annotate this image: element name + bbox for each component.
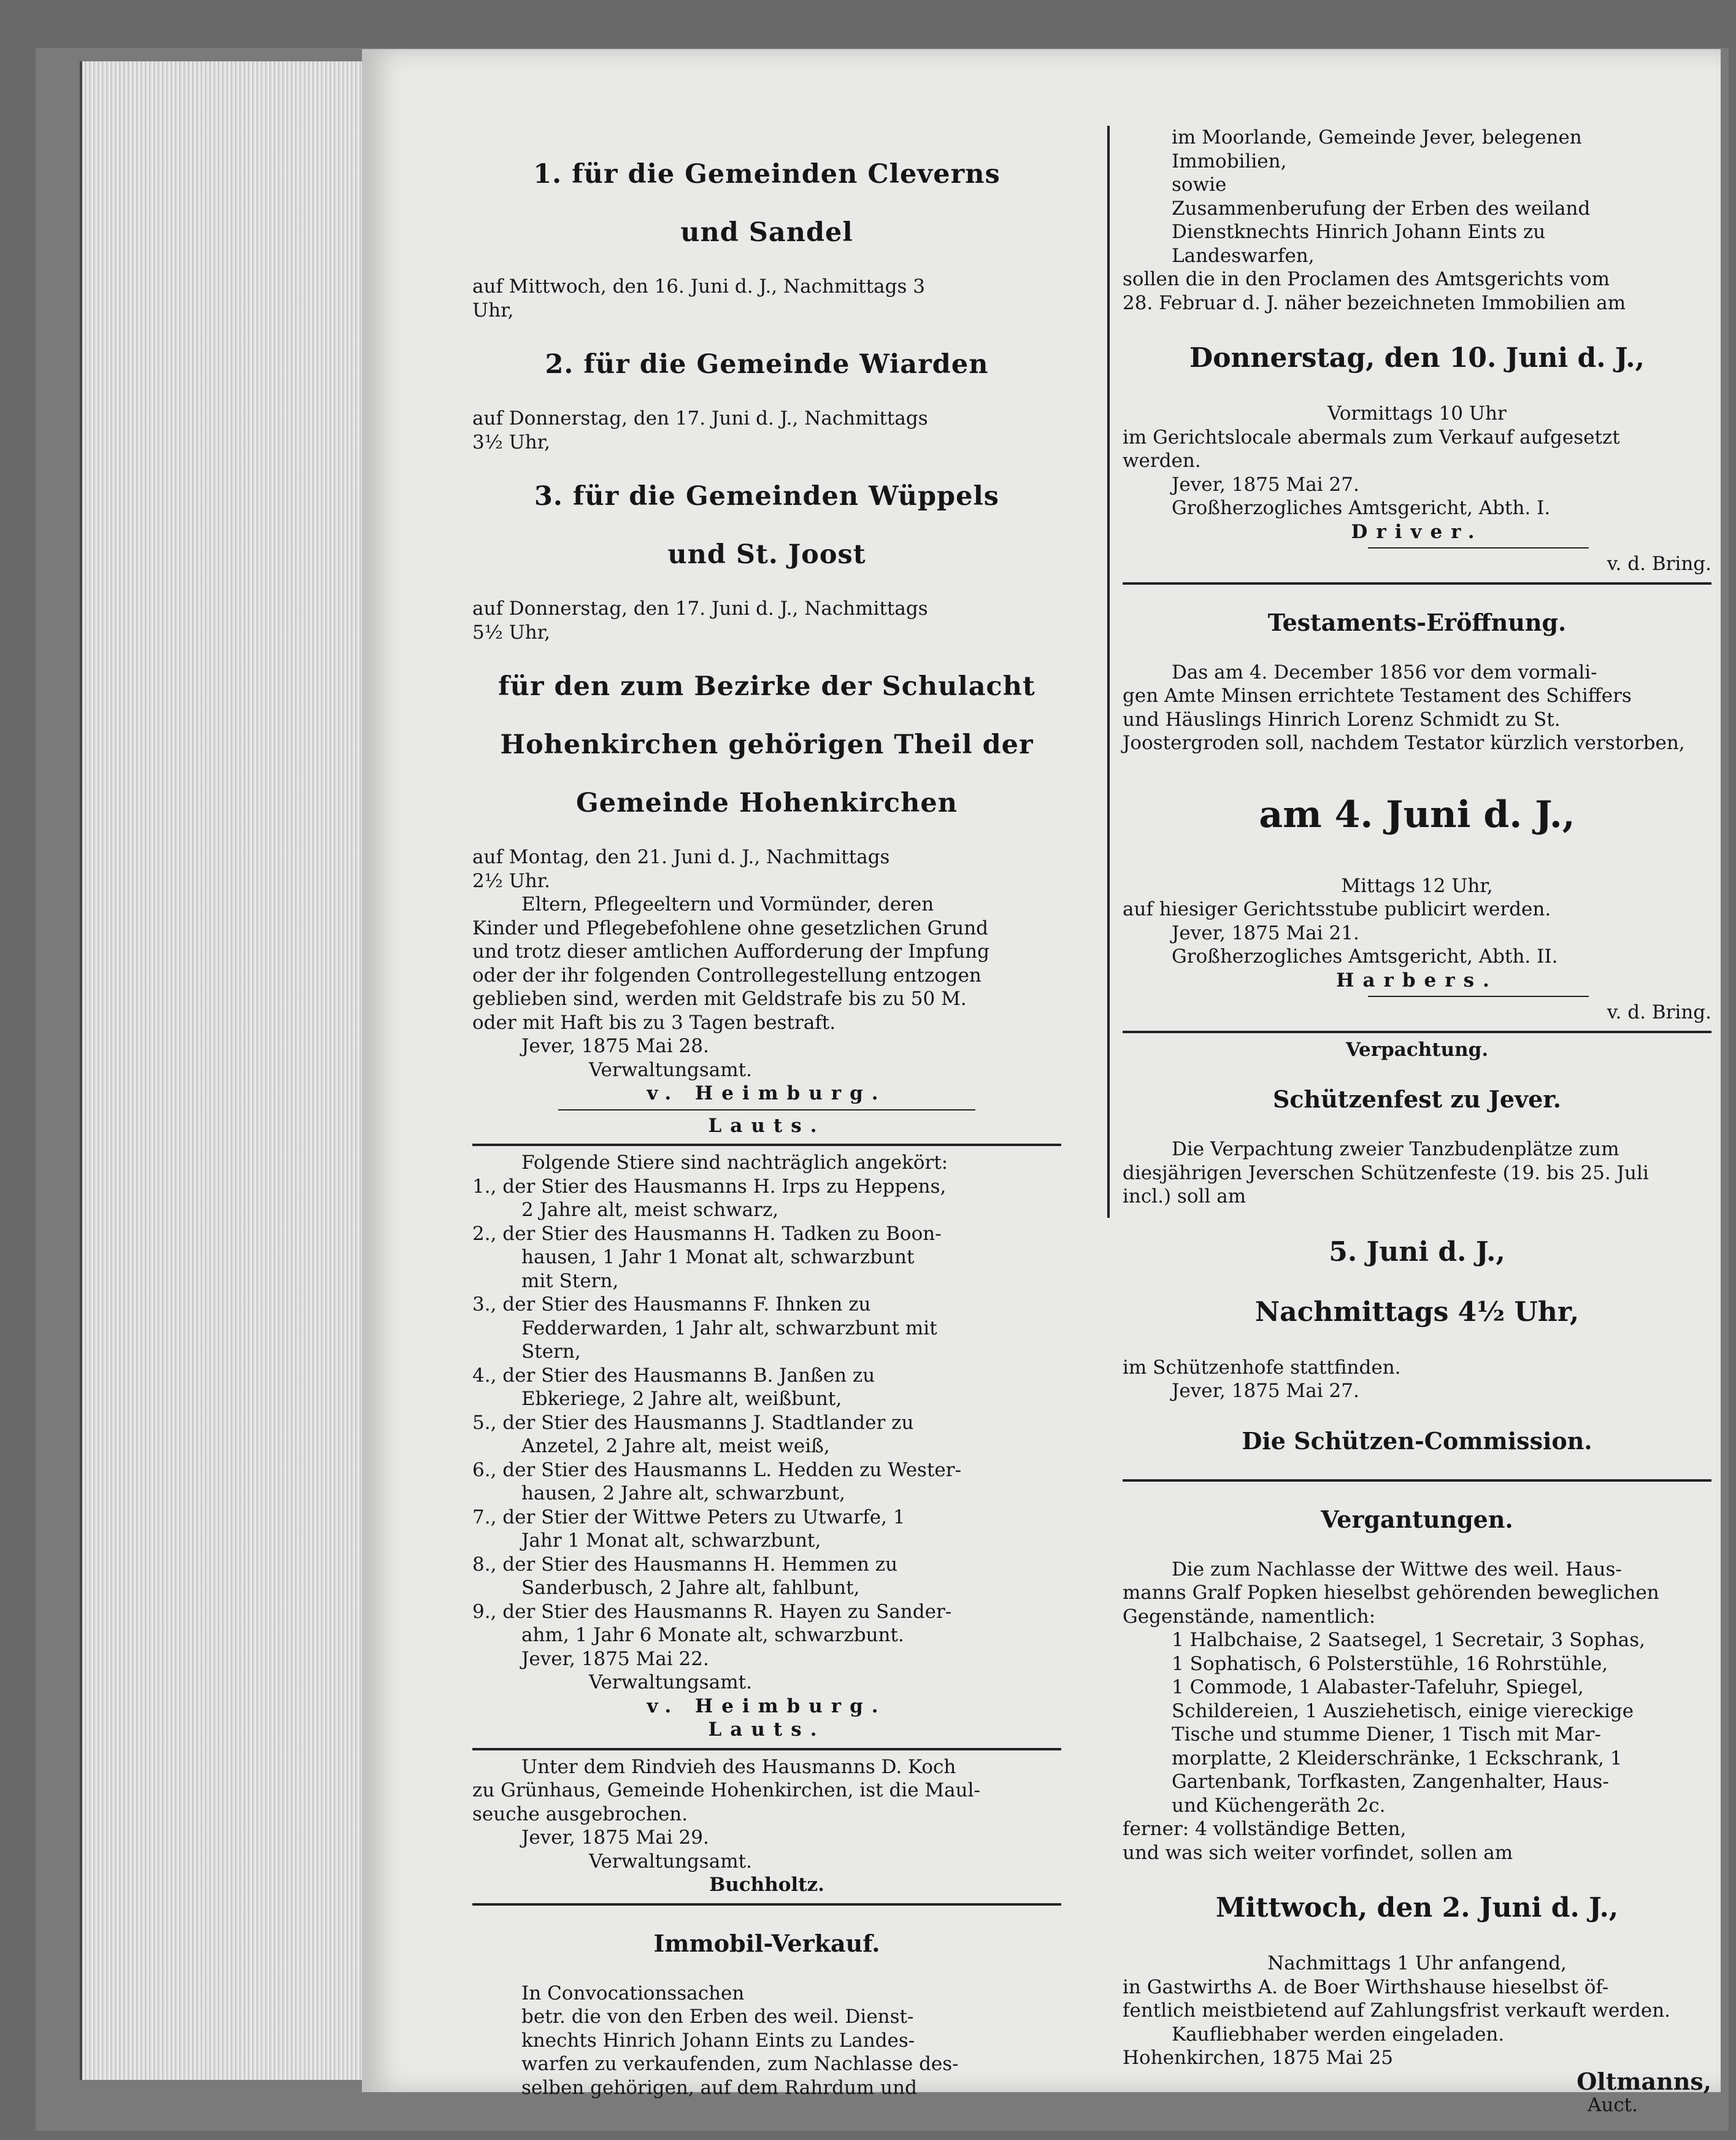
verpachtung-date: 5. Juni d. J., <box>1329 1236 1505 1268</box>
separator <box>558 1109 975 1110</box>
immobil-text: Landeswarfen, <box>1172 244 1315 267</box>
verpachtung-time: Nachmittags 4½ Uhr, <box>1254 1296 1580 1328</box>
vergantungen-item: 1 Sophatisch, 6 Polsterstühle, 16 Rohrstühle, <box>1172 1652 1608 1675</box>
bull-item: hausen, 2 Jahre alt, schwarzbunt, <box>521 1482 845 1504</box>
bull-item: Anzetel, 2 Jahre alt, meist weiß, <box>521 1435 830 1457</box>
immobil-clerk: v. d. Bring. <box>1607 553 1711 575</box>
verpachtung-place: Jever, 1875 Mai 27. <box>1172 1380 1359 1402</box>
vergantungen-text: Gegenstände, namentlich: <box>1123 1605 1376 1628</box>
immobil-heading: Immobil-Verkauf. <box>653 1929 880 1957</box>
vergantungen-text: Die zum Nachlasse der Wittwe des weil. Haus- <box>1172 1558 1622 1580</box>
testament-text: auf hiesiger Gerichtsstube publicirt werden. <box>1123 898 1551 920</box>
vergantungen-item: Gartenbank, Torfkasten, Zangenhalter, Haus- <box>1172 1771 1609 1793</box>
section-text: auf Donnerstag, den 17. Juni d. J., Nachmittags <box>472 407 928 429</box>
rule <box>472 1903 1061 1906</box>
vergantungen-text: und was sich weiter vorfindet, sollen am <box>1123 1841 1513 1864</box>
section-text: 2½ Uhr. <box>472 869 550 892</box>
immobil-text: Zusammenberufung der Erben des weiland <box>1172 197 1591 220</box>
bull-item: ahm, 1 Jahr 6 Monate alt, schwarzbunt. <box>521 1624 904 1646</box>
newspaper-page <box>362 49 1721 2116</box>
verpachtung-heading: Schützenfest zu Jever. <box>1272 1085 1562 1113</box>
vergantungen-item: 1 Commode, 1 Alabaster-Tafeluhr, Spiegel, <box>1172 1676 1584 1698</box>
immobil-text: warfen zu verkaufenden, zum Nachlasse des- <box>521 2053 959 2075</box>
section-title: für den zum Bezirke der Schulacht <box>498 671 1035 702</box>
vergantungen-item: und Küchengeräth 2c. <box>1172 1794 1386 1817</box>
vergantungen-notice <box>1123 1505 1711 2117</box>
testament-court: Großherzogliches Amtsgericht, Abth. II. <box>1172 945 1558 968</box>
vergantungen-text: ferner: 4 vollständige Betten, <box>1123 1818 1407 1840</box>
vergantungen-item: Schildereien, 1 Ausziehetisch, einige viereckige <box>1172 1699 1634 1722</box>
immobil-text: Vormittags 10 Uhr <box>1327 402 1507 425</box>
verpachtung-where: im Schützenhofe stattfinden. <box>1123 1356 1401 1379</box>
bull-item: Stern, <box>521 1341 581 1363</box>
vergantungen-text: Kaufliebhaber werden eingeladen. <box>1172 2023 1505 2046</box>
rule <box>1123 1479 1711 1482</box>
immobil-text: 28. Februar d. J. näher bezeichneten Immobilien am <box>1123 291 1626 314</box>
vergantungen-item: 1 Halbchaise, 2 Saatsegel, 1 Secretair, 3 Sophas, <box>1172 1629 1646 1651</box>
section-text: auf Donnerstag, den 17. Juni d. J., Nachmittags <box>472 598 928 620</box>
section-title: Hohenkirchen gehörigen Theil der <box>500 729 1034 760</box>
vergantungen-item: Tische und stumme Diener, 1 Tisch mit Mar- <box>1172 1723 1601 1745</box>
lauts-disease <box>472 1718 1061 1897</box>
notice-line: oder der ihr folgenden Controllegestellung entzogen <box>472 964 981 987</box>
verpachtung-signature: Die Schützen-Commission. <box>1242 1426 1592 1455</box>
lauts-text: Unter dem Rindvieh des Hausmanns D. Koch <box>521 1755 956 1778</box>
page-edges <box>80 61 371 2080</box>
section-text: auf Montag, den 21. Juni d. J., Nachmittags <box>472 846 890 868</box>
immobil-date: Donnerstag, den 10. Juni d. J., <box>1189 342 1645 374</box>
vergantungen-text: fentlich meistbietend auf Zahlungsfrist verkauft werden. <box>1123 2000 1671 2022</box>
verpachtung-subheading: Verpachtung. <box>1345 1038 1489 1061</box>
notice-line: oder mit Haft bis zu 3 Tagen bestraft. <box>472 1011 836 1034</box>
immobil-text: im Gerichtslocale abermals zum Verkauf aufgesetzt <box>1123 426 1620 448</box>
bull-item: Jahr 1 Monat alt, schwarzbunt, <box>521 1530 821 1552</box>
immobil-text: knechts Hinrich Johann Eints zu Landes- <box>521 2029 915 2052</box>
verpachtung-text: Die Verpachtung zweier Tanzbudenplätze zum <box>1172 1138 1619 1160</box>
column-divider <box>1107 126 1110 1218</box>
lauts-intro: Folgende Stiere sind nachträglich angekört: <box>521 1152 948 1174</box>
section-text: 3½ Uhr, <box>472 431 550 453</box>
section-text: 5½ Uhr, <box>472 621 550 644</box>
notice-line: Kinder und Pflegebefohlene ohne gesetzlichen Grund <box>472 917 989 939</box>
separator <box>1368 547 1589 548</box>
rule <box>1123 1031 1711 1033</box>
testament-clerk: v. d. Bring. <box>1607 1001 1711 1023</box>
testament-text: Das am 4. December 1856 vor dem vormali- <box>1172 661 1597 683</box>
section-hohenkirchen <box>472 671 1061 893</box>
immobil-text: betr. die von den Erben des weil. Dienst- <box>521 2006 914 2028</box>
section-title: 2. für die Gemeinde Wiarden <box>545 349 989 380</box>
lauts-date: Jever, 1875 Mai 29. <box>521 1826 709 1849</box>
lauts-signature: Buchholtz. <box>709 1874 824 1896</box>
lauts-heading: Lauts. <box>708 1114 826 1137</box>
bull-item: 5., der Stier des Hausmanns J. Stadtlander zu <box>472 1411 914 1434</box>
bull-item: Ebkeriege, 2 Jahre alt, weißbunt, <box>521 1388 842 1410</box>
lauts-heading: Lauts. <box>708 1719 826 1741</box>
section-wiarden <box>472 348 1061 454</box>
immobil-verkauf <box>472 1929 1061 2100</box>
left-column <box>472 132 1061 2100</box>
bull-item: 1., der Stier des Hausmanns H. Irps zu Heppens, <box>472 1175 947 1198</box>
section-title: 1. für die Gemeinden Cleverns <box>533 159 1001 190</box>
vaccination-notice <box>472 893 1061 1106</box>
testament-text: Mittags 12 Uhr, <box>1341 874 1493 897</box>
section-title: und St. Joost <box>667 539 866 570</box>
section-title: Gemeinde Hohenkirchen <box>576 788 958 818</box>
immobil-text: In Convocationssachen <box>521 1982 745 2004</box>
notice-date: Jever, 1875 Mai 28. <box>521 1035 709 1057</box>
notice-signature: v. Heimburg. <box>647 1082 887 1104</box>
immobil-continued <box>1123 126 1711 576</box>
testament-signature: Harbers. <box>1336 969 1498 991</box>
bull-item: 8., der Stier des Hausmanns H. Hemmen zu <box>472 1553 898 1576</box>
immobil-text: im Moorlande, Gemeinde Jever, belegenen <box>1172 126 1582 148</box>
bull-item: 2., der Stier des Hausmanns H. Tadken zu Boon- <box>472 1222 942 1245</box>
section-cleverns <box>472 158 1061 322</box>
lauts-office: Verwaltungsamt. <box>589 1850 752 1872</box>
lauts-bulls <box>472 1114 1061 1719</box>
section-title: und Sandel <box>680 217 853 248</box>
notice-line: und trotz dieser amtlichen Aufforderung der Impfung <box>472 941 989 963</box>
bull-item: Sanderbusch, 2 Jahre alt, fahlbunt, <box>521 1577 860 1599</box>
vergantungen-date: Mittwoch, den 2. Juni d. J., <box>1215 1892 1619 1923</box>
immobil-text: Immobilien, <box>1172 150 1287 172</box>
bull-item: hausen, 1 Jahr 1 Monat alt, schwarzbunt <box>521 1246 915 1268</box>
section-wueppels <box>472 480 1061 644</box>
vergantungen-text: Nachmittags 1 Uhr anfangend, <box>1267 1952 1567 1974</box>
testament-notice <box>1123 608 1711 1025</box>
immobil-court: Großherzogliches Amtsgericht, Abth. I. <box>1172 497 1551 519</box>
testament-text: und Häuslings Hinrich Lorenz Schmidt zu St. <box>1123 708 1561 731</box>
vergantungen-heading: Vergantungen. <box>1321 1505 1513 1533</box>
lauts-text: seuche ausgebrochen. <box>472 1803 688 1825</box>
testament-date: am 4. Juni d. J., <box>1259 793 1575 836</box>
section-text: Uhr, <box>472 299 514 321</box>
vergantungen-text: manns Gralf Popken hieselbst gehörenden beweglichen <box>1123 1582 1659 1604</box>
separator <box>1368 996 1589 997</box>
rule <box>472 1144 1061 1146</box>
immobil-signature: Driver. <box>1351 520 1483 543</box>
lauts-date: Jever, 1875 Mai 22. <box>521 1647 709 1670</box>
immobil-text: selben gehörigen, auf dem Rahrdum und <box>521 2076 917 2099</box>
bull-item: 2 Jahre alt, meist schwarz, <box>521 1199 779 1221</box>
bull-item: Fedderwarden, 1 Jahr alt, schwarzbunt mit <box>521 1317 937 1339</box>
lauts-office: Verwaltungsamt. <box>589 1671 752 1693</box>
bull-item: 4., der Stier des Hausmanns B. Janßen zu <box>472 1364 875 1387</box>
section-title: 3. für die Gemeinden Wüppels <box>534 481 999 512</box>
bull-item: 7., der Stier der Wittwe Peters zu Utwarfe, 1 <box>472 1506 905 1528</box>
immobil-place: Jever, 1875 Mai 27. <box>1172 473 1359 496</box>
rule <box>1123 582 1711 585</box>
right-column <box>1123 126 1711 2117</box>
testament-text: gen Amte Minsen errichtete Testament des Schiffers <box>1123 685 1632 707</box>
immobil-text: werden. <box>1123 450 1201 472</box>
vergantungen-title: Auct. <box>1587 2094 1638 2116</box>
immobil-text: Dienstknechts Hinrich Johann Eints zu <box>1172 221 1546 243</box>
section-text: auf Mittwoch, den 16. Juni d. J., Nachmittags 3 <box>472 275 925 298</box>
bull-item: 6., der Stier des Hausmanns L. Hedden zu Wester- <box>472 1458 962 1481</box>
testament-text: Joostergroden soll, nachdem Testator kürzlich verstorben, <box>1123 732 1685 754</box>
vergantungen-text: in Gastwirths A. de Boer Wirthshause hieselbst öf- <box>1123 1976 1609 1998</box>
vergantungen-signature: Oltmanns, <box>1577 2067 1711 2095</box>
immobil-text: sowie <box>1172 174 1227 196</box>
testament-place: Jever, 1875 Mai 21. <box>1172 922 1359 944</box>
verpachtung-notice <box>1123 1038 1711 1456</box>
rule <box>472 1748 1061 1750</box>
bull-item: mit Stern, <box>521 1269 619 1292</box>
notice-office: Verwaltungsamt. <box>589 1058 752 1081</box>
immobil-text: sollen die in den Proclamen des Amtsgerichts vom <box>1123 268 1610 290</box>
lauts-text: zu Grünhaus, Gemeinde Hohenkirchen, ist die Maul- <box>472 1779 980 1801</box>
verpachtung-text: diesjährigen Jeverschen Schützenfeste (19. bis 25. Juli <box>1123 1161 1649 1184</box>
vergantungen-place: Hohenkirchen, 1875 Mai 25 <box>1123 2047 1394 2069</box>
testament-heading: Testaments-Eröffnung. <box>1267 608 1567 636</box>
verpachtung-text: incl.) soll am <box>1123 1185 1246 1207</box>
vergantungen-item: morplatte, 2 Kleiderschränke, 1 Eckschrank, 1 <box>1172 1747 1623 1769</box>
notice-line: Eltern, Pflegeeltern und Vormünder, deren <box>521 893 934 915</box>
bull-item: 3., der Stier des Hausmanns F. Ihnken zu <box>472 1293 871 1315</box>
lauts-signature: v. Heimburg. <box>647 1695 887 1717</box>
notice-line: geblieben sind, werden mit Geldstrafe bis zu 50 M. <box>472 988 967 1010</box>
bull-item: 9., der Stier des Hausmanns R. Hayen zu Sander- <box>472 1600 952 1623</box>
